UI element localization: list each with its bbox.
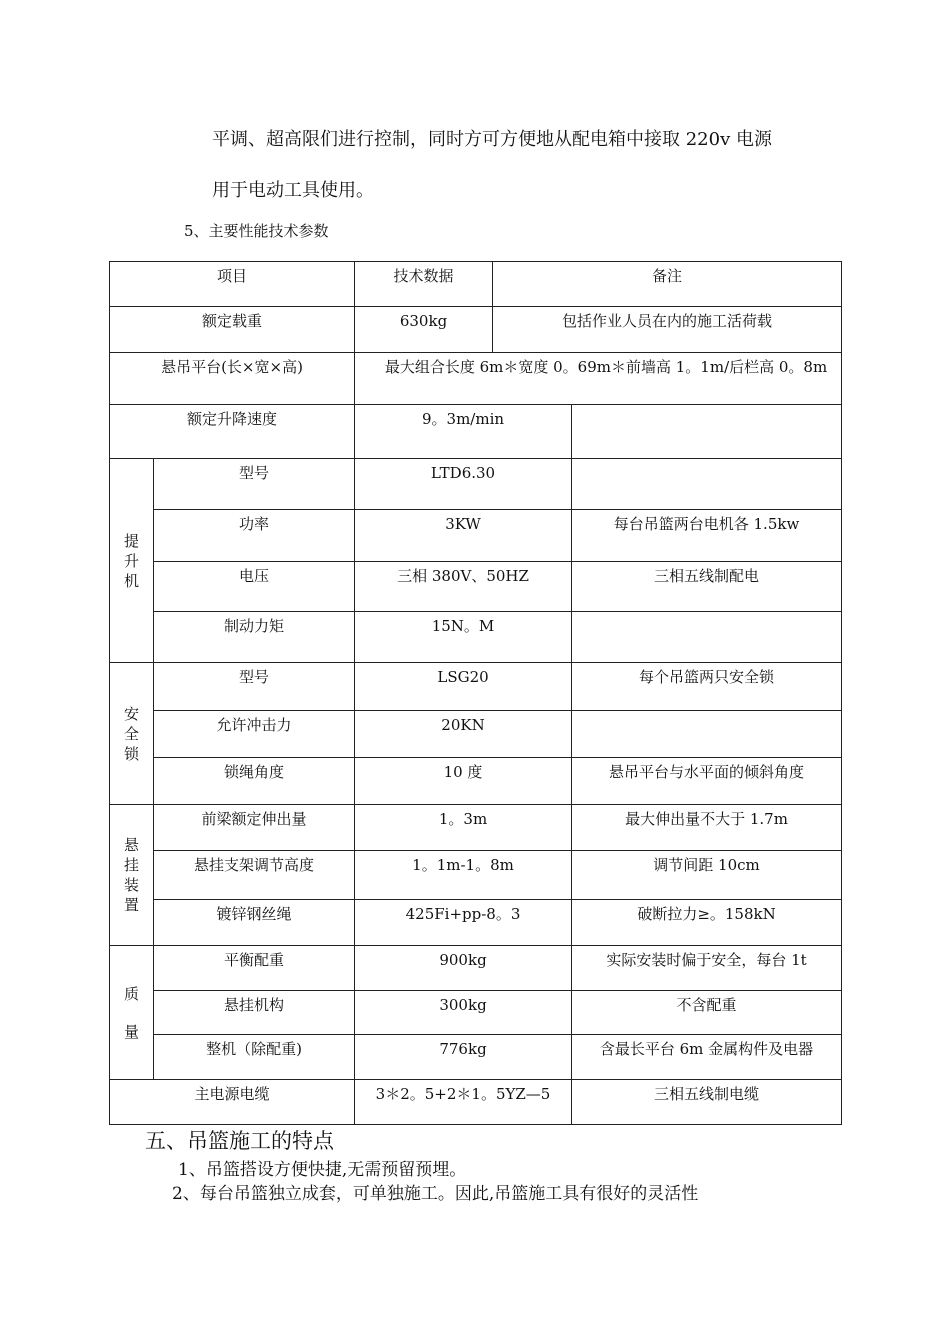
- row-data: 900kg: [439, 951, 487, 969]
- table-row: [110, 405, 842, 459]
- table-row: [110, 900, 842, 946]
- row-note: 悬吊平台与水平面的倾斜角度: [609, 763, 805, 781]
- row-label: 整机（除配重): [206, 1040, 302, 1058]
- group-title-safety-lock: [110, 663, 154, 805]
- row-data: 20KN: [441, 716, 485, 734]
- table-row: [110, 946, 842, 991]
- table-row: [110, 991, 842, 1035]
- table-row: [110, 711, 842, 758]
- group-title-mass: [110, 946, 154, 1080]
- group-lock-char-1: 安: [123, 704, 139, 723]
- row-data: 15N。M: [431, 617, 495, 635]
- group-mass-char-2: 量: [123, 1022, 139, 1041]
- group-mass-char-1: 质: [123, 984, 139, 1003]
- group-susp-char-2: 挂: [123, 856, 139, 874]
- section-heading: 五、吊篮施工的特点: [145, 1129, 334, 1153]
- row-label: 型号: [239, 464, 270, 482]
- row-label: 平衡配重: [224, 951, 285, 969]
- row-data: 3KW: [445, 515, 481, 533]
- table-row: [110, 758, 842, 805]
- row-data: LSG20: [437, 668, 489, 686]
- table-row: [110, 805, 842, 851]
- row-note: 实际安装时偏于安全，每台 1t: [606, 951, 807, 969]
- row-note: 每台吊篮两台电机各 1.5kw: [613, 515, 800, 533]
- row-data: 425Fi+pp-8。3: [405, 905, 521, 923]
- group-lock-char-3: 锁: [123, 744, 139, 763]
- row-note: 三相五线制配电: [654, 567, 760, 585]
- row-note: 不含配重: [676, 996, 737, 1014]
- header-item: 项目: [217, 267, 248, 285]
- point-1: 1、吊篮搭设方便快捷,无需预留预埋。: [178, 1160, 467, 1180]
- cable-label: 主电源电缆: [194, 1085, 270, 1103]
- intro-line-2: 用于电动工具使用。: [212, 180, 374, 201]
- row-note: 最大伸出量不大于 1.7m: [625, 810, 788, 828]
- row-data: 10 度: [443, 763, 483, 781]
- table-row: [110, 1035, 842, 1080]
- row-data: 300kg: [439, 996, 487, 1014]
- row-label: 型号: [239, 668, 270, 686]
- row-data: LTD6.30: [430, 464, 496, 482]
- group-hoist-char-2: 升: [123, 551, 139, 570]
- rated-load-data: 630kg: [399, 312, 448, 330]
- cable-data: 3＊2。5+2＊1。5YZ—5: [375, 1085, 551, 1103]
- row-note: 每个吊篮两只安全锁: [639, 668, 775, 686]
- header-data: 技术数据: [393, 267, 454, 285]
- platform-label: 悬吊平台(长×宽×高): [161, 358, 303, 376]
- row-note: [572, 612, 841, 616]
- row-label: 功率: [239, 515, 270, 533]
- table-row: [110, 851, 842, 900]
- row-note: 破断拉力≥。158kN: [637, 905, 776, 923]
- group-susp-char-3: 装: [123, 876, 139, 894]
- row-label: 悬挂支架调节高度: [194, 856, 315, 874]
- table-row: [110, 307, 842, 353]
- intro-line-1: 平调、超高限们进行控制，同时方可方便地从配电箱中接取 220v 电源: [212, 129, 772, 150]
- table-row: [110, 510, 842, 562]
- group-susp-char-4: 置: [123, 896, 139, 914]
- row-label: 制动力矩: [224, 617, 285, 635]
- group-lock-char-2: 全: [123, 724, 139, 743]
- speed-label: 额定升降速度: [187, 410, 278, 428]
- row-data: 776kg: [439, 1040, 487, 1058]
- platform-data: 最大组合长度 6m＊宽度 0。69m＊前墙高 1。1m/后栏高 0。8m: [384, 358, 828, 376]
- row-label: 电压: [239, 567, 270, 585]
- row-label: 允许冲击力: [216, 716, 292, 734]
- table-row: [110, 353, 842, 405]
- row-label: 悬挂机构: [224, 996, 285, 1014]
- row-data: 1。1m-1。8m: [412, 856, 514, 874]
- spec-table: [109, 261, 842, 1125]
- row-note: 含最长平台 6m 金属构件及电器: [599, 1040, 814, 1058]
- group-title-hoist: [110, 459, 154, 663]
- row-note: [572, 459, 841, 463]
- cable-note: 三相五线制电缆: [654, 1085, 760, 1103]
- table-row: [110, 562, 842, 612]
- table-row: [110, 663, 842, 711]
- row-data: 1。3m: [438, 810, 488, 828]
- header-note: 备注: [652, 267, 683, 285]
- rated-load-note: 包括作业人员在内的施工活荷载: [562, 312, 773, 330]
- table-row: [110, 1080, 842, 1125]
- row-note: 调节间距 10cm: [653, 856, 760, 874]
- table-row: [110, 612, 842, 663]
- group-hoist-char-3: 机: [123, 571, 139, 590]
- row-label: 锁绳角度: [224, 763, 285, 781]
- group-susp-char-1: 悬: [123, 836, 139, 854]
- group-title-suspension: [110, 805, 154, 946]
- rated-load-label: 额定载重: [202, 312, 263, 330]
- row-label: 镀锌钢丝绳: [216, 905, 292, 923]
- row-data: 三相 380V、50HZ: [397, 567, 529, 585]
- section-caption: 5、主要性能技术参数: [184, 222, 329, 240]
- group-hoist-char-1: 提: [123, 531, 139, 550]
- speed-data: 9。3m/min: [421, 410, 505, 428]
- point-2: 2、每台吊篮独立成套，可单独施工。因此,吊篮施工具有很好的灵活性: [172, 1184, 699, 1204]
- speed-note: [572, 405, 841, 409]
- row-label: 前梁额定伸出量: [201, 810, 307, 828]
- row-note: [572, 711, 841, 715]
- table-header-row: [110, 262, 842, 307]
- table-row: [110, 459, 842, 510]
